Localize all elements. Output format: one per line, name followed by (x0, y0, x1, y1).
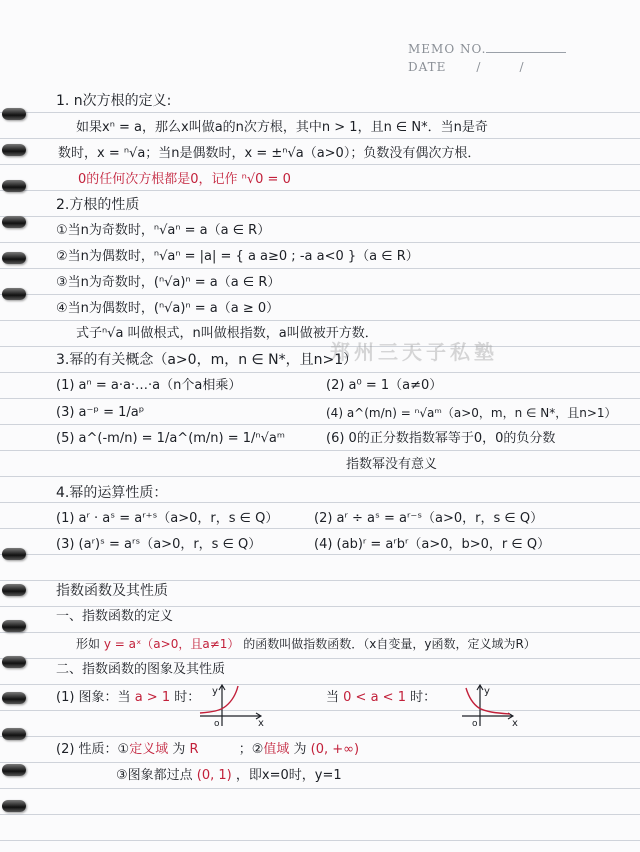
spiral-ring (2, 548, 26, 560)
memo-header (408, 40, 566, 76)
section-title-root-properties: 2.方根的性质 (56, 197, 140, 213)
origin-label: o (472, 719, 478, 728)
property-item: ③当n为奇数时，(ⁿ√a)ⁿ = a（a ∈ R） (56, 275, 281, 290)
spiral-ring (2, 728, 26, 740)
spiral-ring (2, 620, 26, 632)
graph-caption-text: 当 (326, 690, 340, 705)
power-rule: (5) a^(-m/n) = 1/a^(m/n) = 1/ⁿ√aᵐ (56, 431, 285, 446)
spiral-ring (2, 252, 26, 264)
section-title-power-operations: 4.幂的运算性质： (56, 485, 168, 501)
spiral-ring (2, 584, 26, 596)
graph-caption-increasing (56, 690, 200, 706)
memo-label: MEMO NO. (408, 42, 487, 56)
exponential-curve (200, 686, 238, 713)
spiral-ring (2, 216, 26, 228)
operation-rule: (1) aʳ · aˢ = aʳ⁺ˢ（a>0，r，s ∈ Q） (56, 511, 279, 526)
power-rule: (3) a⁻ᵖ = 1/aᵖ (56, 405, 145, 420)
domain-term: 定义域 (129, 742, 169, 757)
origin-label: o (214, 719, 220, 728)
power-rule: (1) aⁿ = a·a·…·a（n个a相乘） (56, 378, 242, 393)
definition-prefix: 形如 (76, 637, 101, 651)
graph-caption-text: (1) 图象：当 (56, 690, 131, 705)
x-axis-label: x (512, 718, 518, 728)
property-item: ②当n为偶数时，ⁿ√aⁿ = |a| = { a a≥0 ; -a a<0 }（a ∈ R） (56, 249, 419, 264)
power-rule: (2) a⁰ = 1（a≠0） (326, 378, 443, 393)
power-rule: (4) a^(m/n) = ⁿ√aᵐ（a>0，m，n ∈ N*，且n>1） (326, 406, 617, 420)
operation-rule: (2) aʳ ÷ aˢ = aʳ⁻ˢ（a>0，r，s ∈ Q） (314, 511, 544, 526)
definition-line (76, 636, 536, 652)
graph-increasing-exponential (196, 682, 266, 728)
definition-suffix: 的函数叫做指数函数．（x自变量，y函数，定义域为R） (243, 637, 536, 651)
range-term: 值域 (263, 742, 290, 757)
power-rule: 指数幂没有意义 (346, 457, 438, 472)
property-text: ；② (238, 742, 264, 757)
x-axis-label: x (258, 718, 264, 728)
property-prefix: (2) 性质：① (56, 742, 130, 757)
condition-a-gt-1: a > 1 (134, 690, 171, 705)
text-line: 数时，x = ⁿ√a；当n是偶数时，x = ±ⁿ√a（a>0）；负数没有偶次方根． (58, 146, 481, 161)
section-title-power-concepts: 3.幂的有关概念（a>0，m，n ∈ N*，且n>1） (56, 352, 358, 368)
spiral-ring (2, 144, 26, 156)
memo-blank (486, 42, 566, 53)
watermark: 郑州三天子私塾 (330, 340, 498, 364)
subsection-title-definition: 一、指数函数的定义 (56, 609, 174, 624)
graph-caption-text: 时： (174, 690, 201, 705)
subsection-title-graph: 二、指数函数的图象及其性质 (56, 662, 226, 677)
section-title-exponential: 指数函数及其性质 (56, 583, 168, 599)
text-line: 式子ⁿ√a 叫做根式，n叫做根指数，a叫做被开方数． (76, 326, 378, 341)
date-label: DATE (408, 60, 447, 74)
operation-rule: (3) (aʳ)ˢ = aʳˢ（a>0，r，s ∈ Q） (56, 537, 262, 552)
spiral-ring (2, 656, 26, 668)
highlight-note: 0的任何次方根都是0，记作 ⁿ√0 = 0 (78, 172, 291, 187)
fixed-point: (0, 1) (196, 768, 232, 783)
power-rule: (6) 0的正分数指数幂等于0，0的负分数 (326, 431, 556, 446)
y-axis-label: y (212, 686, 218, 697)
spiral-ring (2, 288, 26, 300)
condition-a-between-0-1: 0 < a < 1 (343, 690, 406, 705)
domain-value: R (189, 742, 199, 757)
definition-formula: y = aˣ（a>0，且a≠1） (103, 637, 240, 651)
property-text: 为 (172, 742, 186, 757)
date-sep-2: / (519, 60, 525, 74)
property-text: ，即x=0时，y=1 (235, 768, 342, 783)
range-value: (0, +∞) (310, 742, 360, 757)
property-item: ①当n为奇数时，ⁿ√aⁿ = a（a ∈ R） (56, 223, 271, 238)
spiral-ring (2, 800, 26, 812)
spiral-ring (2, 692, 26, 704)
graph-caption-decreasing (326, 690, 436, 706)
spiral-ring (2, 180, 26, 192)
graph-caption-text: 时： (410, 690, 437, 705)
property-item: ④当n为偶数时，(ⁿ√a)ⁿ = a（a ≥ 0） (56, 301, 280, 316)
y-axis-label: y (484, 686, 490, 697)
spiral-ring (2, 764, 26, 776)
property-text: ③图象都过点 (116, 768, 193, 783)
date-sep-1: / (476, 60, 482, 74)
graph-decreasing-exponential (458, 682, 520, 728)
property-text: 为 (293, 742, 307, 757)
text-line: 如果xⁿ = a，那么x叫做a的n次方根，其中n > 1，且n ∈ N*．当n是奇 (76, 120, 488, 135)
section-title-nth-root: 1. n次方根的定义: (56, 93, 172, 109)
spiral-ring (2, 108, 26, 120)
property-line (116, 768, 342, 784)
property-line (56, 742, 359, 758)
operation-rule: (4) (ab)ʳ = aʳbʳ（a>0，b>0，r ∈ Q） (314, 537, 551, 552)
